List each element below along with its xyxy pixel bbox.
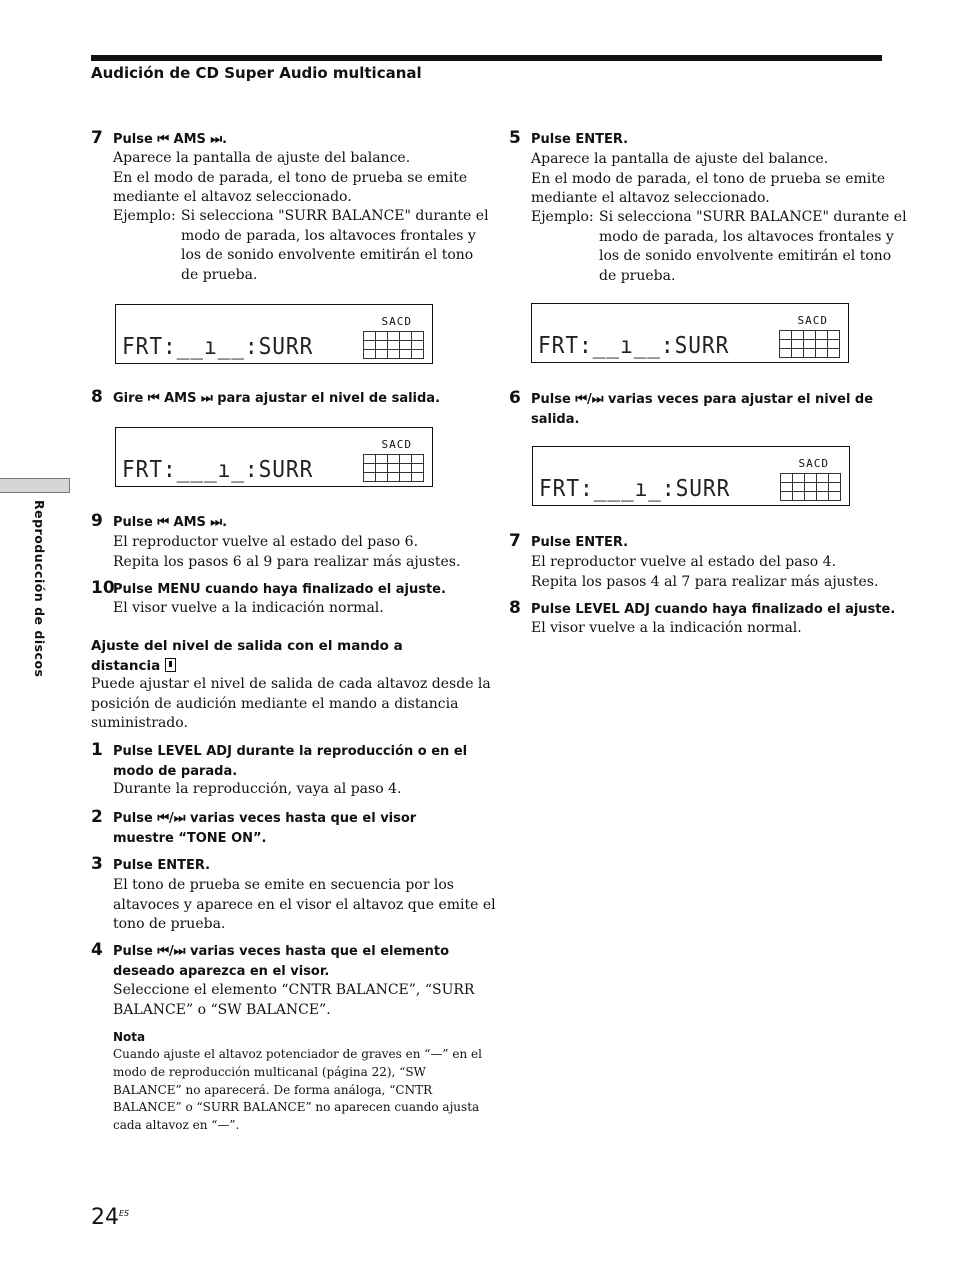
step-number: 9 [91, 511, 103, 531]
body-line: Aparece la pantalla de ajuste del balance. [531, 151, 829, 167]
heading-line: Pulse ENTER. [113, 858, 211, 873]
example-text [599, 208, 907, 286]
body-line: El reproductor vuelve al estado del paso 4. [531, 554, 837, 570]
heading-line: modo de parada. [113, 763, 238, 779]
step-heading: Pulse ⏮ AMS ⏭. [113, 515, 228, 530]
body-line: modo de reproducción multicanal (página 22), “SW [113, 1064, 426, 1079]
step-number: 8 [91, 387, 103, 407]
body-line: En el modo de parada, el tono de prueba se emite [531, 170, 886, 187]
body-line: BALANCE” o “SW BALANCE”. [113, 1001, 331, 1018]
lcd-display [532, 446, 850, 506]
step-body [113, 780, 401, 800]
side-label: Reproducción de discos [32, 500, 47, 678]
step-number: 5 [509, 128, 521, 148]
step-number: 4 [91, 940, 103, 960]
body-line: mediante el altavoz seleccionado. [113, 189, 352, 205]
speaker-grid [780, 473, 841, 501]
example-label: Ejemplo: [531, 209, 594, 225]
step-body [113, 599, 384, 619]
step-heading: Pulse LEVEL ADJ cuando haya finalizado el ajuste. [531, 602, 896, 617]
body-line: En el modo de parada, el tono de prueba se emite [113, 169, 468, 186]
step-heading: Pulse ⏮ AMS ⏭. [113, 132, 228, 147]
body-line: modo de parada, los altavoces frontales y [599, 228, 894, 245]
body-line: Durante la reproducción, vaya al paso 4. [113, 781, 402, 797]
lcd-text: FRT:___ı_:SURR [539, 476, 731, 502]
body-line: Aparece la pantalla de ajuste del balance. [113, 150, 411, 166]
body-line: El tono de prueba se emite en secuencia por los [113, 877, 454, 893]
speaker-grid [363, 331, 424, 359]
body-line: mediante el altavoz seleccionado. [531, 190, 770, 206]
body-line: altavoces y aparece en el visor el altavoz que emite el [113, 896, 496, 913]
body-line: El reproductor vuelve al estado del paso 6. [113, 534, 419, 550]
body-line: tono de prueba. [113, 916, 226, 932]
heading-line: Pulse ⏮/⏭ varias veces para ajustar el nivel de [531, 392, 874, 407]
step-number: 3 [91, 854, 103, 874]
body-line: Cuando ajuste el altavoz potenciador de graves en “—” en el [113, 1047, 482, 1061]
step-body [531, 150, 885, 209]
body-line: Si selecciona "SURR BALANCE" durante el [599, 209, 907, 225]
speaker-grid [363, 454, 424, 482]
step-number: 8 [509, 598, 521, 618]
step-heading [113, 809, 416, 848]
sacd-indicator: SACD [797, 314, 828, 327]
remote-control-icon [165, 658, 176, 672]
body-line: los de sonido envolvente emitirán el tono [599, 248, 892, 264]
heading-line: Ajuste del nivel de salida con el mando a [91, 638, 403, 654]
step-number: 10 [91, 578, 115, 598]
subsection-heading [91, 637, 403, 676]
step-heading: Pulse ENTER. [531, 132, 629, 147]
sacd-indicator: SACD [381, 438, 412, 451]
example-text [181, 207, 489, 285]
body-line: suministrado. [91, 715, 188, 731]
step-number: 7 [91, 128, 103, 148]
heading-line: muestre “TONE ON”. [113, 830, 267, 846]
page-number [91, 1205, 129, 1230]
heading-line: salida. [531, 411, 580, 427]
note-body [113, 1046, 482, 1135]
heading-line: Pulse LEVEL ADJ durante la reproducción o en el [113, 744, 468, 759]
top-rule [91, 55, 882, 61]
heading-line: Pulse ⏮/⏭ varias veces hasta que el visor [113, 811, 417, 826]
lcd-display [115, 304, 433, 364]
lcd-display [115, 427, 433, 487]
step-heading [531, 390, 873, 429]
side-tab [0, 478, 70, 493]
step-body [531, 619, 802, 639]
step-heading [113, 742, 467, 781]
step-body [113, 981, 474, 1020]
sacd-indicator: SACD [798, 457, 829, 470]
example-label: Ejemplo: [113, 208, 176, 224]
body-line: El visor vuelve a la indicación normal. [113, 600, 384, 616]
page-language: ES [119, 1209, 130, 1218]
step-heading: Gire ⏮ AMS ⏭ para ajustar el nivel de salida. [113, 391, 441, 406]
body-line: Seleccione el elemento “CNTR BALANCE”, “SURR [113, 982, 475, 998]
page-number-value: 24 [91, 1205, 119, 1230]
heading-line: Pulse ⏮/⏭ varias veces hasta que el elemento [113, 944, 450, 959]
step-heading [113, 942, 449, 981]
section-title: Audición de CD Super Audio multicanal [91, 64, 422, 82]
body-line: los de sonido envolvente emitirán el tono [181, 247, 474, 263]
step-number: 6 [509, 388, 521, 408]
body-line: posición de audición mediante el mando a distancia [91, 695, 459, 712]
body-line: El visor vuelve a la indicación normal. [531, 620, 802, 636]
step-heading: Pulse ENTER. [531, 535, 629, 550]
body-line: cada altavoz en “—”. [113, 1118, 240, 1133]
step-number: 7 [509, 531, 521, 551]
body-line: BALANCE” no aparecerá. De forma análoga, “CNTR [113, 1082, 433, 1097]
body-line: de prueba. [599, 267, 676, 284]
lcd-text: FRT:__ı__:SURR [538, 333, 730, 359]
body-line: Puede ajustar el nivel de salida de cada altavoz desde la [91, 676, 491, 692]
body-line: Si selecciona "SURR BALANCE" durante el [181, 208, 489, 224]
subsection-body [91, 675, 491, 734]
step-heading [113, 856, 210, 876]
step-body [113, 149, 467, 208]
note-heading: Nota [113, 1030, 146, 1044]
step-number: 1 [91, 740, 103, 760]
sacd-indicator: SACD [381, 315, 412, 328]
step-number: 2 [91, 807, 103, 827]
step-body [531, 553, 878, 592]
body-line: Repita los pasos 6 al 9 para realizar más ajustes. [113, 553, 461, 570]
body-line: de prueba. [181, 266, 258, 283]
step-body [113, 533, 460, 572]
step-body [113, 876, 496, 935]
lcd-display [531, 303, 849, 363]
lcd-text: FRT:__ı__:SURR [122, 334, 314, 360]
heading-line: distancia [91, 657, 161, 674]
lcd-text: FRT:___ı_:SURR [122, 457, 314, 483]
body-line: modo de parada, los altavoces frontales y [181, 227, 476, 244]
heading-line: deseado aparezca en el visor. [113, 963, 330, 979]
speaker-grid [779, 330, 840, 358]
body-line: Repita los pasos 4 al 7 para realizar más ajustes. [531, 573, 879, 590]
step-heading: Pulse MENU cuando haya finalizado el ajuste. [113, 582, 446, 597]
body-line: BALANCE” o “SURR BALANCE” no aparecen cuando ajusta [113, 1100, 480, 1115]
